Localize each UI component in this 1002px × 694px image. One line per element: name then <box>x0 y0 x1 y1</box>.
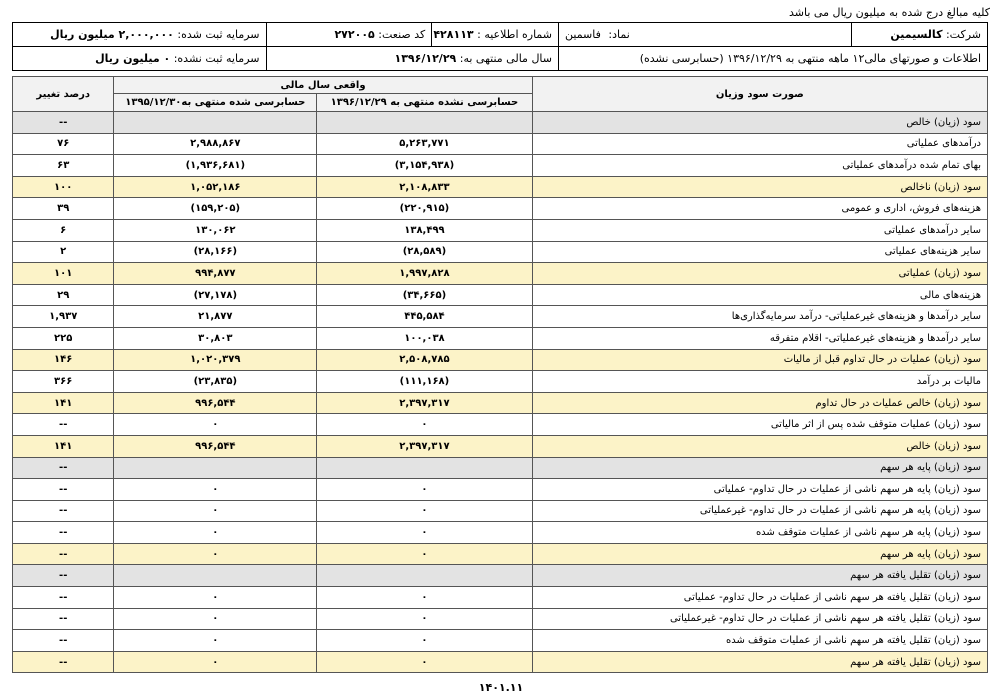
unregistered-capital-value: ۰ میلیون ریال <box>95 52 171 65</box>
change-percent: ۳۹ <box>13 198 114 220</box>
registered-capital-value: ۲,۰۰۰,۰۰۰ میلیون ریال <box>50 28 174 41</box>
table-row <box>13 155 988 177</box>
row-label: سود (زیان) پایه هر سهم ناشی از عملیات در حال تداوم- غیرعملیاتی <box>532 500 987 522</box>
notice-value: ۴۲۸۱۱۳ <box>433 28 474 41</box>
row-label: سایر هزینه‌های عملیاتی <box>532 241 987 263</box>
symbol-field <box>559 23 852 47</box>
previous-year-value: ۰ <box>114 543 317 565</box>
current-year-value: ۰ <box>317 587 532 609</box>
notice-field <box>432 23 559 47</box>
change-percent: -- <box>13 608 114 630</box>
table-row <box>13 371 988 393</box>
row-label: سود (زیان) پایه هر سهم <box>532 543 987 565</box>
change-percent: -- <box>13 112 114 134</box>
change-percent: -- <box>13 565 114 587</box>
table-row <box>13 608 988 630</box>
current-year-value: ۲,۵۰۸,۷۸۵ <box>317 349 532 371</box>
current-year-value: (۳,۱۵۴,۹۳۸) <box>317 155 532 177</box>
change-percent: ۱۴۶ <box>13 349 114 371</box>
previous-year-value: ۰ <box>114 414 317 436</box>
fiscal-year-value: ۱۳۹۶/۱۲/۲۹ <box>394 52 457 65</box>
table-row <box>13 241 988 263</box>
row-label: سود (زیان) ناخالص <box>532 176 987 198</box>
row-label: سایر درآمدها و هزینه‌های غیرعملیاتی- اقلام متفرقه <box>532 327 987 349</box>
industry-field <box>266 23 432 47</box>
table-row <box>13 630 988 652</box>
current-year-value: ۴۴۵,۵۸۴ <box>317 306 532 328</box>
registered-capital-field <box>13 23 267 47</box>
table-row <box>13 349 988 371</box>
previous-year-value: ۲,۹۸۸,۸۶۷ <box>114 133 317 155</box>
previous-year-value: ۰ <box>114 500 317 522</box>
row-label: سود (زیان) خالص <box>532 112 987 134</box>
current-year-value: ۵,۲۶۳,۷۷۱ <box>317 133 532 155</box>
change-percent: ۱۴۱ <box>13 435 114 457</box>
row-label: سود (زیان) پایه هر سهم <box>532 457 987 479</box>
current-year-value: ۰ <box>317 414 532 436</box>
unregistered-capital-label: سرمایه ثبت نشده: <box>173 52 260 65</box>
table-row <box>13 133 988 155</box>
table-row <box>13 284 988 306</box>
table-row <box>13 198 988 220</box>
current-year-value <box>317 457 532 479</box>
table-row <box>13 112 988 134</box>
current-year-value: (۲۲۰,۹۱۵) <box>317 198 532 220</box>
industry-label: کد صنعت: <box>378 28 426 41</box>
table-row <box>13 414 988 436</box>
current-year-value: ۰ <box>317 522 532 544</box>
change-percent: -- <box>13 479 114 501</box>
change-percent: ۲۲۵ <box>13 327 114 349</box>
previous-year-value: (۲۷,۱۷۸) <box>114 284 317 306</box>
header-change: درصد تغییر <box>13 77 114 112</box>
row-label: سایر درآمدها و هزینه‌های غیرعملیاتی- درآمد سرمایه‌گذاری‌ها <box>532 306 987 328</box>
fiscal-year-label: سال مالی منتهی به: <box>459 52 552 65</box>
header-previous-year: حسابرسی شده منتهی به۱۳۹۵/۱۲/۳۰ <box>114 94 317 112</box>
row-label: سود (زیان) عملیات متوقف شده پس از اثر مالیاتی <box>532 414 987 436</box>
header-current-year: حسابرسی نشده منتهی به ۱۳۹۶/۱۲/۲۹ <box>317 94 532 112</box>
change-percent: -- <box>13 651 114 673</box>
table-row <box>13 392 988 414</box>
table-row <box>13 651 988 673</box>
row-label: سود (زیان) تقلیل یافته هر سهم ناشی از عملیات در حال تداوم- عملیاتی <box>532 587 987 609</box>
row-label: بهای تمام شده درآمدهای عملیاتی <box>532 155 987 177</box>
row-label: سود (زیان) تقلیل یافته هر سهم ناشی از عملیات در حال تداوم- غیرعملیاتی <box>532 608 987 630</box>
row-label: هزینه‌های فروش، اداری و عمومی <box>532 198 987 220</box>
change-percent: ۱۴۱ <box>13 392 114 414</box>
table-row <box>13 543 988 565</box>
current-year-value: ۰ <box>317 500 532 522</box>
table-row <box>13 263 988 285</box>
table-row <box>13 500 988 522</box>
change-percent: ۶ <box>13 219 114 241</box>
current-year-value: ۲,۳۹۷,۳۱۷ <box>317 392 532 414</box>
unregistered-capital-field <box>13 47 267 71</box>
change-percent: -- <box>13 522 114 544</box>
row-label: سود (زیان) پایه هر سهم ناشی از عملیات متوقف شده <box>532 522 987 544</box>
previous-year-value: ۱,۰۵۲,۱۸۶ <box>114 176 317 198</box>
table-row <box>13 176 988 198</box>
current-year-value <box>317 565 532 587</box>
current-year-value: ۱۳۸,۴۹۹ <box>317 219 532 241</box>
table-row <box>13 457 988 479</box>
previous-year-value: ۰ <box>114 587 317 609</box>
change-percent: ۲۹ <box>13 284 114 306</box>
row-label: سود (زیان) تقلیل یافته هر سهم ناشی از عملیات متوقف شده <box>532 630 987 652</box>
table-row <box>13 479 988 501</box>
row-label: سود (زیان) تقلیل یافته هر سهم <box>532 651 987 673</box>
current-year-value: (۱۱۱,۱۶۸) <box>317 371 532 393</box>
current-year-value: ۱۰۰,۰۳۸ <box>317 327 532 349</box>
current-year-value: ۱,۹۹۷,۸۲۸ <box>317 263 532 285</box>
industry-value: ۲۷۲۰۰۵ <box>334 28 375 41</box>
company-label: شرکت: <box>945 28 981 41</box>
previous-year-value: (۲۳,۸۳۵) <box>114 371 317 393</box>
previous-year-value: ۰ <box>114 651 317 673</box>
row-label: سود (زیان) عملیات در حال تداوم قبل از مالیات <box>532 349 987 371</box>
row-label: سود (زیان) پایه هر سهم ناشی از عملیات در حال تداوم- عملیاتی <box>532 479 987 501</box>
previous-year-value: ۹۹۴,۸۷۷ <box>114 263 317 285</box>
change-percent: ۱۰۱ <box>13 263 114 285</box>
symbol-value: فاسمین <box>565 28 601 41</box>
registered-capital-label: سرمایه ثبت شده: <box>177 28 260 41</box>
row-label: مالیات بر درآمد <box>532 371 987 393</box>
previous-year-value: ۰ <box>114 522 317 544</box>
report-description: اطلاعات و صورتهای مالی۱۲ ماهه منتهی به ۱۳۹۶/۱۲/۲۹ (حسابرسی نشده) <box>559 47 988 71</box>
current-year-value: ۲,۱۰۸,۸۳۳ <box>317 176 532 198</box>
previous-year-value: (۱,۹۳۶,۶۸۱) <box>114 155 317 177</box>
row-label: سود (زیان) خالص <box>532 435 987 457</box>
table-body <box>13 112 988 673</box>
change-percent: ۱,۹۳۷ <box>13 306 114 328</box>
current-year-value: ۰ <box>317 630 532 652</box>
info-header <box>12 22 988 71</box>
row-label: سود (زیان) عملیاتی <box>532 263 987 285</box>
previous-year-value <box>114 457 317 479</box>
change-percent: ۶۳ <box>13 155 114 177</box>
row-label: درآمدهای عملیاتی <box>532 133 987 155</box>
row-label: سود (زیان) تقلیل یافته هر سهم <box>532 565 987 587</box>
change-percent: -- <box>13 414 114 436</box>
previous-year-value: ۱,۰۲۰,۳۷۹ <box>114 349 317 371</box>
change-percent: -- <box>13 500 114 522</box>
change-percent: ۳۶۶ <box>13 371 114 393</box>
table-row <box>13 219 988 241</box>
table-row <box>13 306 988 328</box>
header-title: صورت سود وزیان <box>532 77 987 112</box>
previous-year-value: (۱۵۹,۲۰۵) <box>114 198 317 220</box>
table-row <box>13 522 988 544</box>
previous-year-value <box>114 565 317 587</box>
table-row <box>13 435 988 457</box>
income-statement-table <box>12 76 988 673</box>
table-row <box>13 587 988 609</box>
change-percent: -- <box>13 543 114 565</box>
change-percent: ۱۰۰ <box>13 176 114 198</box>
previous-year-value: ۹۹۶,۵۴۴ <box>114 392 317 414</box>
page-footer: ۱۴۰۱.۱۱ <box>478 681 524 694</box>
company-value: کالسیمین <box>890 28 943 41</box>
previous-year-value: ۱۳۰,۰۶۲ <box>114 219 317 241</box>
previous-year-value: ۰ <box>114 608 317 630</box>
row-label: سایر درآمدهای عملیاتی <box>532 219 987 241</box>
current-year-value: (۲۸,۵۸۹) <box>317 241 532 263</box>
amount-unit-note: کلیه مبالغ درج شده به میلیون ریال می باشد <box>789 6 990 19</box>
table-row <box>13 327 988 349</box>
table-row <box>13 565 988 587</box>
previous-year-value: ۰ <box>114 479 317 501</box>
current-year-value: ۰ <box>317 608 532 630</box>
change-percent: ۷۶ <box>13 133 114 155</box>
change-percent: -- <box>13 457 114 479</box>
current-year-value: ۰ <box>317 543 532 565</box>
previous-year-value <box>114 112 317 134</box>
change-percent: -- <box>13 587 114 609</box>
symbol-label: نماد: <box>608 28 630 41</box>
current-year-value: ۰ <box>317 651 532 673</box>
previous-year-value: (۲۸,۱۶۶) <box>114 241 317 263</box>
notice-label: شماره اطلاعیه : <box>477 28 552 41</box>
current-year-value: ۰ <box>317 479 532 501</box>
row-label: سود (زیان) خالص عملیات در حال تداوم <box>532 392 987 414</box>
previous-year-value: ۳۰,۸۰۳ <box>114 327 317 349</box>
company-field <box>851 23 988 47</box>
previous-year-value: ۰ <box>114 630 317 652</box>
current-year-value: ۲,۳۹۷,۳۱۷ <box>317 435 532 457</box>
change-percent: -- <box>13 630 114 652</box>
header-group: واقعی سال مالی <box>114 77 532 94</box>
current-year-value: (۳۴,۶۶۵) <box>317 284 532 306</box>
previous-year-value: ۲۱,۸۷۷ <box>114 306 317 328</box>
row-label: هزینه‌های مالی <box>532 284 987 306</box>
change-percent: ۲ <box>13 241 114 263</box>
current-year-value <box>317 112 532 134</box>
previous-year-value: ۹۹۶,۵۴۴ <box>114 435 317 457</box>
fiscal-year-field <box>266 47 559 71</box>
